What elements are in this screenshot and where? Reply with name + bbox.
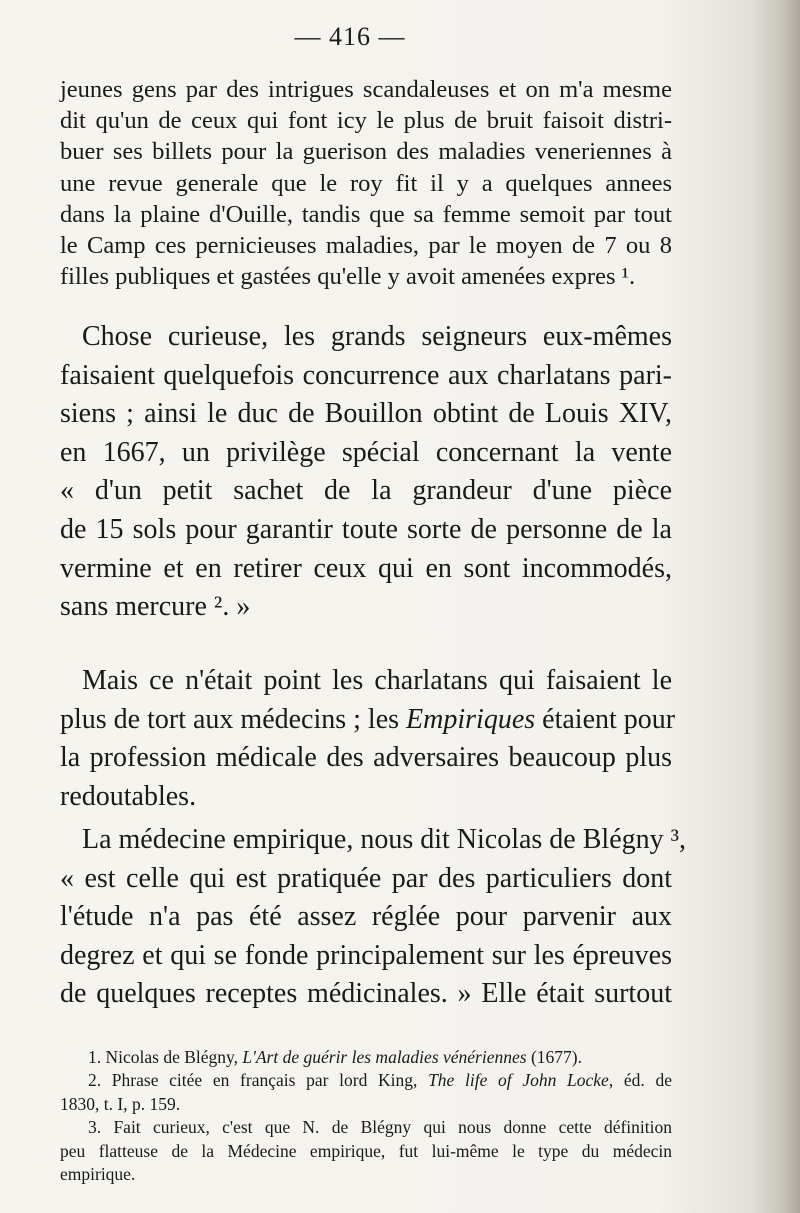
text-line: Mais ce n'était point les charlatans qui faisaient le [82,665,672,696]
footnote-2-continued: 1830, t. I, p. 159. [60,1093,181,1114]
footnote-2 [60,1069,672,1092]
text-line: filles publiques et gastées qu'elle y avoit amenées expres ¹. [60,263,636,291]
footnotes [60,1046,672,1186]
text-line: « est celle qui est pratiquée par des particuliers dont [60,862,672,894]
footnote-title: The life of John Locke [428,1070,609,1091]
footnote-text: (1677). [526,1047,582,1067]
footnote-text: 2. Phrase citée en français par lord King, [88,1070,429,1091]
text-line: redoutables. [60,780,197,812]
quoted-paragraph [60,74,672,292]
text-line: vermine et en retirer ceux qui en sont incommodés, [60,552,672,584]
text-line: l'étude n'a pas été assez réglée pour parvenir aux [60,901,672,933]
footnote-3-continued: peu flatteuse de la Médecine empirique, fut lui-même le type du médecin [60,1140,672,1161]
text-line: degrez et qui se fonde principalement sur les épreuves [60,939,672,971]
text-line: sans mercure ². » [60,591,251,623]
text-line: en 1667, un privilège spécial concernant la vente [60,436,672,468]
text-line: « d'un petit sachet de la grandeur d'une pièce [60,475,672,507]
text-line: buer ses billets pour la guerison des maladies veneriennes à [60,138,672,166]
text-line: la profession médicale des adversaires beaucoup plus [60,742,672,774]
text-segment: plus de tort aux médecins ; les [60,703,407,735]
text-line: siens ; ainsi le duc de Bouillon obtint de Louis XIV, [60,398,672,430]
footnote-text: , éd. de [608,1070,672,1091]
text-segment: étaient pour [535,703,676,735]
text-line: le Camp ces pernicieuses maladies, par le moyen de 7 ou 8 [60,231,672,259]
text-line [60,701,676,740]
text-line: de 15 sols pour garantir toute sorte de personne de la [60,513,672,545]
footnote-title: L'Art de guérir les maladies vénériennes [242,1047,527,1067]
text-line: dans la plaine d'Ouille, tandis que sa femme semoit par tout [60,200,672,228]
body-paragraph [60,821,687,1014]
text-line: Chose curieuse, les grands seigneurs eux-mêmes [82,321,672,352]
text-line: faisaient quelquefois concurrence aux charlatans pari- [60,359,672,391]
footnote-text: 1. Nicolas de Blégny, [88,1047,243,1067]
page-number: — 416 — [294,22,406,51]
body-paragraph [60,318,672,627]
footnote-3-continued: empirique. [60,1163,136,1184]
text-line: jeunes gens par des intrigues scandaleuses et on m'a mesme [60,76,672,103]
italic-term: Empiriques [406,703,536,735]
text-line: La médecine empirique, nous dit Nicolas de Blégny ³, [82,824,687,855]
body-paragraph [60,662,676,816]
text-line: dit qu'un de ceux qui font icy le plus de bruit faisoit distri- [60,107,672,135]
footnote-1 [60,1046,672,1069]
text-line: de quelques receptes médicinales. » Elle était surtout [60,978,672,1010]
text-line: une revue generale que le roy fit il y a quelques annees [60,169,672,197]
page-edge-shadow [752,0,800,1213]
footnote-3: 3. Fait curieux, c'est que N. de Blégny qui nous donne cette définition [88,1117,672,1138]
